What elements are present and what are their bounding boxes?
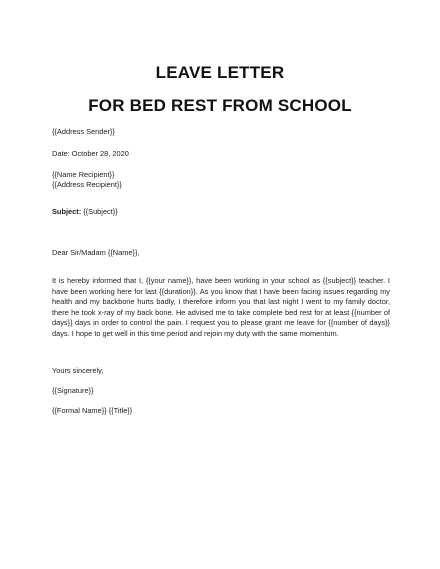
- closing: Yours sincerely,: [52, 366, 104, 375]
- letter-title: LEAVE LETTER: [155, 63, 285, 82]
- recipient-address: {{Address Recipient}}: [52, 180, 122, 189]
- letter-subtitle: FOR BED REST FROM SCHOOL: [88, 96, 352, 115]
- salutation: Dear Sir/Madam {{Name}},: [52, 248, 140, 257]
- sender-address: {{Address Sender}}: [52, 127, 115, 136]
- signature-placeholder: {{Signature}}: [52, 386, 94, 395]
- subject-line: [52, 207, 390, 218]
- formal-name-title: {{Formal Name}} {{Title}}: [52, 406, 133, 415]
- subject-value: {{Subject}}: [81, 207, 118, 216]
- recipient-name: {{Name Recipient}}: [52, 170, 115, 179]
- letter-date: Date: October 28, 2020: [52, 149, 129, 158]
- body-paragraph: It is hereby informed that I, {{your name}}, have been working in your school as {{subject}} teacher. I have been working here for last {{duration}}. As you know that I have been facing issues regarding my health and my backbone hurts badly, I therefore inform you that last night I went to my family doctor, there he took x-ray of my back bone. He advised me to take complete bed rest for at least {{number of days}} days in order to control the pain. I request you to please grant me leave for {{number of days}} days. I hope to get well in this time period and rejoin my duty with the same momentum.: [52, 276, 390, 338]
- subject-label: Subject:: [52, 207, 82, 216]
